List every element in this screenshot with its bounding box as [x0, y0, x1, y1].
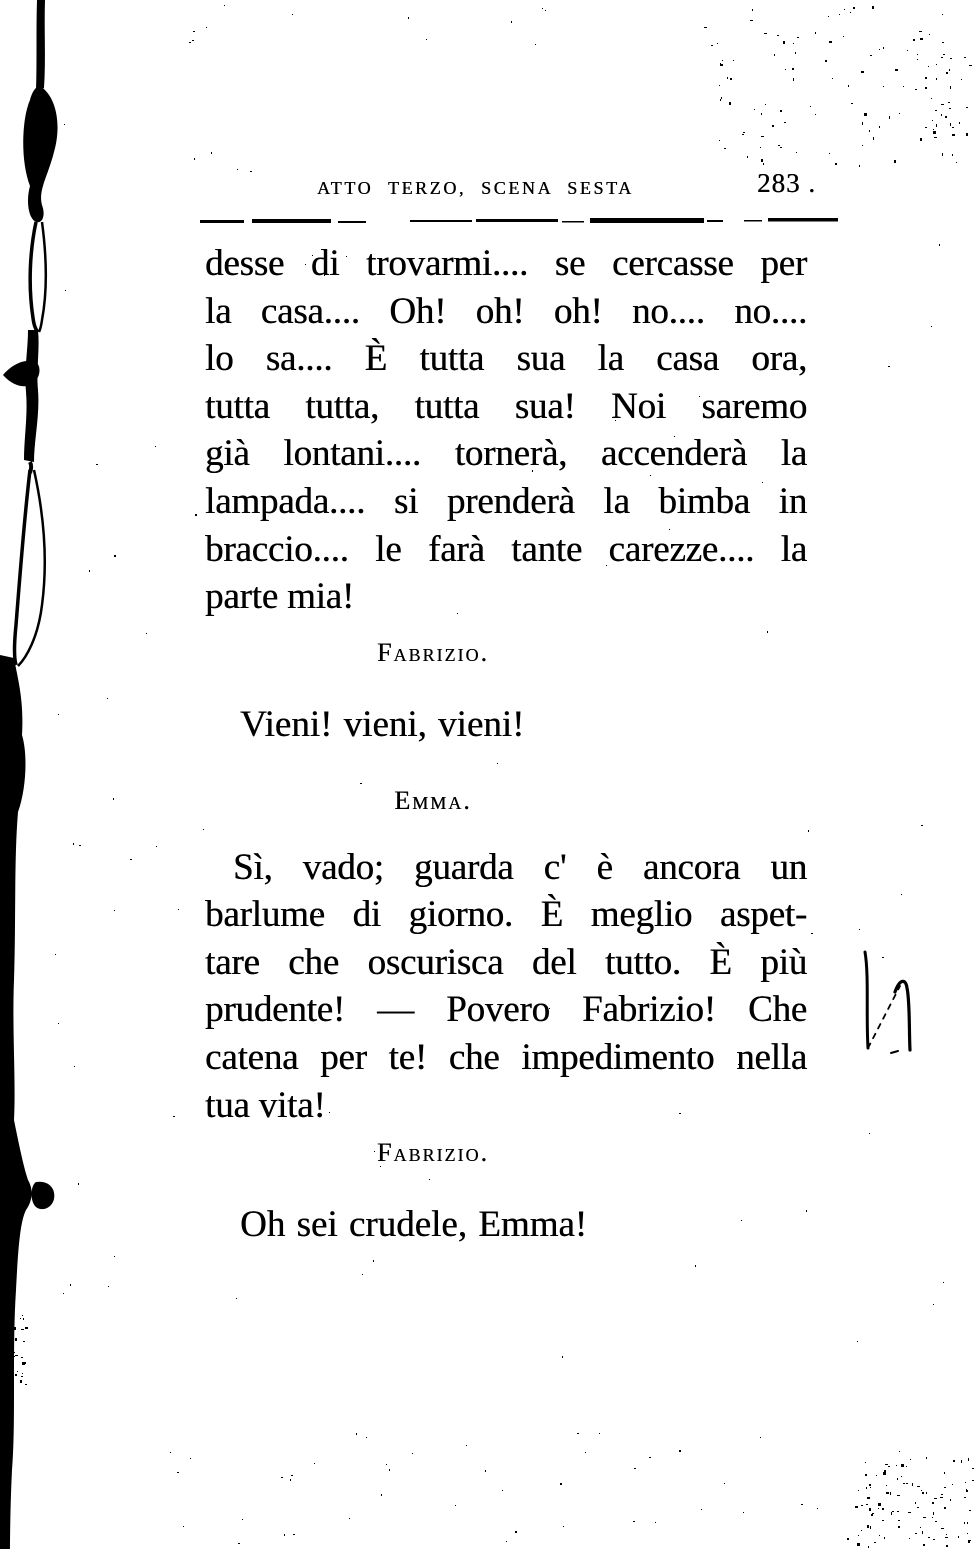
- text-line: barlume di giorno. È meglio aspet-: [205, 894, 807, 936]
- paragraph: [205, 844, 807, 1130]
- text-line: Sì, vado; guarda c' è ancora un: [233, 846, 807, 888]
- dialogue-line: Oh sei crudele, Emma!: [240, 1203, 588, 1245]
- speaker-name: Fabrizio.: [377, 1138, 489, 1168]
- text-line: prudente! — Povero Fabrizio! Che: [205, 989, 807, 1031]
- dialogue-line: Vieni! vieni, vieni!: [240, 704, 525, 746]
- page-header: [205, 168, 845, 212]
- running-title: ATTO TERZO, SCENA SESTA: [317, 178, 634, 198]
- text-line: lo sa.... È tutta sua la casa ora,: [205, 338, 807, 380]
- handwritten-pen-mark: [865, 952, 910, 1053]
- text-block: [205, 222, 807, 1248]
- paragraph: [205, 240, 807, 621]
- text-line: tare che oscurisca del tutto. È più: [205, 941, 807, 983]
- speaker-name: Emma.: [394, 785, 472, 815]
- speaker-name: Fabrizio.: [377, 637, 489, 667]
- text-line: braccio.... le farà tante carezze.... la: [205, 528, 807, 570]
- page-number: 283 .: [757, 168, 816, 198]
- text-line: lampada.... si prenderà la bimba in: [205, 480, 807, 522]
- text-line: già lontani.... tornerà, accenderà la: [205, 433, 807, 475]
- text-line: desse di trovarmi.... se cercasse per: [205, 243, 807, 284]
- text-line: tutta tutta, tutta sua! Noi saremo: [205, 385, 807, 427]
- text-line: catena per te! che impedimento nella: [205, 1036, 807, 1078]
- text-line: tua vita!: [205, 1084, 326, 1126]
- text-line: parte mia!: [205, 576, 354, 618]
- text-line: la casa.... Oh! oh! oh! no.... no....: [205, 290, 807, 332]
- binding-artifact: [0, 0, 58, 1549]
